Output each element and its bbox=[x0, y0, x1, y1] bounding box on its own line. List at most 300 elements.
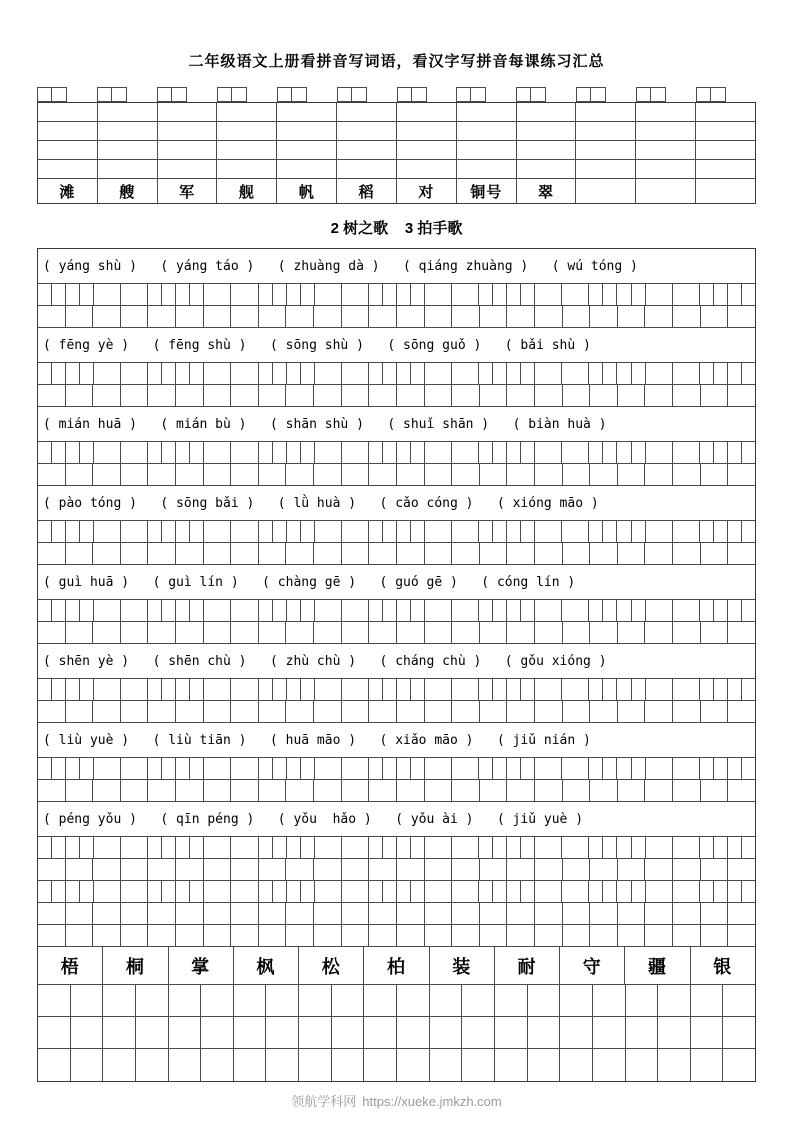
grid-cell bbox=[286, 903, 314, 924]
grid-cell bbox=[673, 701, 701, 722]
grid-cell bbox=[94, 679, 121, 700]
grid-cell bbox=[562, 758, 589, 779]
grid-cell bbox=[52, 837, 66, 858]
grid-cell bbox=[190, 837, 204, 858]
grid-cell bbox=[457, 160, 517, 178]
grid-cell bbox=[176, 543, 204, 564]
grid-cell bbox=[411, 679, 425, 700]
grid-cell bbox=[425, 758, 452, 779]
pinyin-writing-row bbox=[38, 363, 755, 385]
grid-cell bbox=[93, 622, 121, 643]
grid-cell bbox=[217, 122, 277, 140]
grid-cell bbox=[517, 103, 577, 121]
grid-cell bbox=[618, 925, 646, 946]
hanzi-cell: 翠 bbox=[517, 179, 577, 203]
grid-cell bbox=[314, 701, 342, 722]
grid-cell bbox=[742, 758, 755, 779]
grid-cell bbox=[273, 758, 287, 779]
grid-cell bbox=[287, 521, 301, 542]
pinyin-prompt-row: ( pào tóng ) ( sōng bǎi ) ( lǜ huà ) ( cǎo cóng ) ( xióng māo ) bbox=[38, 486, 755, 521]
grid-cell bbox=[176, 881, 190, 902]
grid-cell bbox=[286, 543, 314, 564]
grid-cell bbox=[507, 701, 535, 722]
hanzi-cell: 军 bbox=[158, 179, 218, 203]
pinyin-box-pair bbox=[157, 87, 217, 102]
grid-cell bbox=[314, 859, 342, 880]
grid-cell bbox=[342, 521, 369, 542]
grid-cell bbox=[397, 306, 425, 327]
grid-cell bbox=[148, 903, 176, 924]
grid-cell bbox=[728, 701, 755, 722]
grid-cell bbox=[234, 1049, 267, 1081]
grid-cell bbox=[287, 363, 301, 384]
grid-cell bbox=[204, 837, 231, 858]
grid-cell bbox=[259, 385, 287, 406]
grid-cell bbox=[176, 925, 204, 946]
hanzi-cell: 装 bbox=[430, 947, 495, 984]
grid-cell bbox=[626, 1017, 659, 1048]
grid-cell bbox=[369, 306, 397, 327]
grid-cell bbox=[563, 543, 591, 564]
grid-cell bbox=[121, 464, 149, 485]
grid-cell bbox=[479, 881, 493, 902]
grid-cell bbox=[700, 442, 714, 463]
grid-cell bbox=[636, 122, 696, 140]
pinyin-prompt-row: ( shēn yè ) ( shēn chù ) ( zhù chù ) ( cháng chù ) ( gǒu xióng ) bbox=[38, 644, 755, 679]
grid-cell bbox=[273, 881, 287, 902]
pinyin-box-pair bbox=[576, 87, 636, 102]
grid-cell bbox=[38, 881, 52, 902]
grid-cell bbox=[723, 1017, 755, 1048]
pinyin-box-pair bbox=[636, 87, 696, 102]
grid-cell bbox=[314, 903, 342, 924]
grid-cell bbox=[286, 780, 314, 801]
grid-cell bbox=[430, 985, 463, 1016]
grid-cell bbox=[136, 1049, 169, 1081]
grid-cell bbox=[121, 306, 149, 327]
grid-cell bbox=[425, 837, 452, 858]
grid-cell bbox=[259, 837, 273, 858]
grid-cell bbox=[121, 859, 149, 880]
grid-cell bbox=[457, 141, 517, 159]
pinyin-boxes-partial-row bbox=[37, 87, 756, 102]
grid-cell bbox=[626, 1049, 659, 1081]
grid-cell bbox=[176, 758, 190, 779]
character-writing-row bbox=[38, 543, 755, 565]
grid-cell bbox=[618, 780, 646, 801]
grid-cell bbox=[563, 464, 591, 485]
grid-cell bbox=[231, 679, 258, 700]
grid-cell bbox=[517, 141, 577, 159]
grid-cell bbox=[452, 701, 480, 722]
grid-cell bbox=[169, 1017, 202, 1048]
grid-cell bbox=[728, 679, 742, 700]
grid-cell bbox=[204, 758, 231, 779]
grid-cell bbox=[723, 985, 755, 1016]
grid-cell bbox=[38, 385, 66, 406]
grid-cell bbox=[493, 284, 507, 305]
grid-cell bbox=[411, 442, 425, 463]
grid-cell bbox=[632, 837, 646, 858]
grid-cell bbox=[176, 600, 190, 621]
grid-cell bbox=[52, 284, 66, 305]
pinyin-writing-row bbox=[38, 442, 755, 464]
grid-cell bbox=[299, 1049, 332, 1081]
grid-cell bbox=[742, 442, 755, 463]
grid-cell bbox=[162, 600, 176, 621]
grid-cell bbox=[71, 1017, 104, 1048]
character-writing-row bbox=[38, 622, 755, 644]
grid-cell bbox=[397, 679, 411, 700]
grid-cell bbox=[259, 442, 273, 463]
grid-cell bbox=[632, 881, 646, 902]
pinyin-writing-row bbox=[38, 679, 755, 701]
grid-cell bbox=[397, 521, 411, 542]
grid-cell bbox=[158, 160, 218, 178]
grid-cell bbox=[287, 284, 301, 305]
grid-cell bbox=[535, 780, 563, 801]
grid-cell bbox=[369, 701, 397, 722]
grid-cell bbox=[369, 600, 383, 621]
grid-cell bbox=[590, 903, 618, 924]
grid-cell bbox=[507, 903, 535, 924]
grid-cell bbox=[201, 1017, 234, 1048]
footer bbox=[37, 1091, 756, 1110]
grid-cell bbox=[148, 385, 176, 406]
grid-cell bbox=[93, 780, 121, 801]
grid-cell bbox=[162, 679, 176, 700]
grid-cell bbox=[691, 1049, 724, 1081]
grid-cell bbox=[364, 1017, 397, 1048]
grid-cell bbox=[397, 141, 457, 159]
grid-cell bbox=[314, 385, 342, 406]
grid-cell bbox=[259, 543, 287, 564]
grid-cell bbox=[98, 103, 158, 121]
pinyin-answer-row bbox=[38, 1049, 755, 1081]
grid-cell bbox=[646, 442, 673, 463]
grid-cell bbox=[589, 600, 603, 621]
grid-cell bbox=[148, 701, 176, 722]
grid-cell bbox=[231, 306, 259, 327]
grid-cell bbox=[273, 363, 287, 384]
grid-cell bbox=[397, 701, 425, 722]
grid-cell bbox=[383, 363, 397, 384]
grid-cell bbox=[646, 837, 673, 858]
hanzi-row-tree-song bbox=[38, 947, 755, 985]
grid-cell bbox=[176, 837, 190, 858]
grid-cell bbox=[632, 363, 646, 384]
grid-cell bbox=[618, 306, 646, 327]
top-grid-table bbox=[37, 102, 756, 204]
grid-cell bbox=[397, 859, 425, 880]
grid-cell bbox=[397, 284, 411, 305]
grid-cell bbox=[535, 521, 562, 542]
grid-cell bbox=[136, 985, 169, 1016]
grid-cell bbox=[618, 464, 646, 485]
grid-cell bbox=[342, 758, 369, 779]
grid-cell bbox=[299, 985, 332, 1016]
grid-cell bbox=[383, 679, 397, 700]
grid-cell bbox=[673, 543, 701, 564]
grid-cell bbox=[287, 881, 301, 902]
grid-cell bbox=[425, 385, 453, 406]
grid-cell bbox=[38, 701, 66, 722]
grid-cell bbox=[700, 600, 714, 621]
grid-cell bbox=[301, 837, 315, 858]
grid-cell bbox=[190, 881, 204, 902]
grid-cell bbox=[728, 859, 755, 880]
grid-cell bbox=[397, 363, 411, 384]
grid-cell bbox=[589, 363, 603, 384]
grid-cell bbox=[590, 859, 618, 880]
grid-cell bbox=[521, 837, 535, 858]
grid-cell bbox=[493, 600, 507, 621]
grid-cell bbox=[162, 363, 176, 384]
pinyin-box-pair bbox=[337, 87, 397, 102]
grid-cell bbox=[176, 306, 204, 327]
grid-cell bbox=[507, 543, 535, 564]
grid-cell bbox=[696, 160, 755, 178]
grid-cell bbox=[452, 881, 479, 902]
grid-cell bbox=[80, 284, 94, 305]
grid-cell bbox=[480, 780, 508, 801]
grid-cell bbox=[507, 442, 521, 463]
pinyin-writing-row bbox=[38, 758, 755, 780]
grid-cell bbox=[618, 701, 646, 722]
grid-cell bbox=[714, 758, 728, 779]
grid-cell bbox=[646, 600, 673, 621]
grid-cell bbox=[231, 284, 258, 305]
grid-cell bbox=[701, 306, 729, 327]
pinyin-prompt-row: ( liù yuè ) ( liù tiān ) ( huā māo ) ( xiǎo māo ) ( jiǔ nián ) bbox=[38, 723, 755, 758]
grid-cell bbox=[148, 881, 162, 902]
grid-cell bbox=[673, 442, 700, 463]
grid-cell bbox=[201, 985, 234, 1016]
grid-cell bbox=[673, 306, 701, 327]
grid-cell bbox=[636, 141, 696, 159]
grid-cell bbox=[136, 1017, 169, 1048]
grid-cell bbox=[701, 622, 729, 643]
grid-cell bbox=[176, 464, 204, 485]
grid-cell bbox=[632, 679, 646, 700]
pinyin-prompt-row: ( fēng yè ) ( fēng shù ) ( sōng shù ) ( sōng guǒ ) ( bǎi shù ) bbox=[38, 328, 755, 363]
grid-cell bbox=[383, 881, 397, 902]
grid-cell bbox=[632, 521, 646, 542]
grid-cell bbox=[658, 1017, 691, 1048]
pinyin-answer-row bbox=[38, 985, 755, 1017]
grid-cell bbox=[673, 363, 700, 384]
grid-cell bbox=[342, 284, 369, 305]
grid-cell bbox=[742, 284, 755, 305]
grid-cell bbox=[286, 385, 314, 406]
grid-cell bbox=[645, 925, 673, 946]
grid-cell bbox=[342, 837, 369, 858]
grid-cell bbox=[673, 758, 700, 779]
grid-cell bbox=[535, 600, 562, 621]
grid-cell bbox=[201, 1049, 234, 1081]
grid-cell bbox=[38, 521, 52, 542]
grid-cell bbox=[452, 758, 479, 779]
grid-cell bbox=[176, 622, 204, 643]
grid-cell bbox=[217, 160, 277, 178]
grid-cell bbox=[287, 837, 301, 858]
grid-cell bbox=[425, 363, 452, 384]
grid-cell bbox=[714, 679, 728, 700]
grid-cell bbox=[98, 160, 158, 178]
hanzi-cell bbox=[696, 179, 755, 203]
hanzi-cell: 松 bbox=[299, 947, 364, 984]
grid-cell bbox=[562, 600, 589, 621]
hanzi-cell: 桐 bbox=[103, 947, 168, 984]
grid-cell bbox=[369, 385, 397, 406]
grid-cell bbox=[701, 925, 729, 946]
grid-cell bbox=[121, 679, 148, 700]
grid-cell bbox=[493, 521, 507, 542]
grid-cell bbox=[204, 881, 231, 902]
grid-cell bbox=[493, 758, 507, 779]
grid-cell bbox=[364, 1049, 397, 1081]
grid-cell bbox=[452, 521, 479, 542]
grid-cell bbox=[315, 521, 342, 542]
hanzi-cell: 疆 bbox=[625, 947, 690, 984]
grid-cell bbox=[507, 464, 535, 485]
grid-cell bbox=[148, 859, 176, 880]
hanzi-cell: 柏 bbox=[364, 947, 429, 984]
grid-cell bbox=[618, 859, 646, 880]
grid-cell bbox=[162, 758, 176, 779]
grid-cell bbox=[646, 521, 673, 542]
grid-cell bbox=[507, 925, 535, 946]
hanzi-cell: 帆 bbox=[277, 179, 337, 203]
grid-cell bbox=[342, 780, 370, 801]
grid-cell bbox=[480, 859, 508, 880]
grid-cell bbox=[535, 859, 563, 880]
hanzi-cell: 滩 bbox=[38, 179, 98, 203]
grid-cell bbox=[66, 521, 80, 542]
grid-cell bbox=[507, 363, 521, 384]
grid-cell bbox=[563, 903, 591, 924]
grid-cell bbox=[94, 363, 121, 384]
grid-cell bbox=[190, 521, 204, 542]
footer-url[interactable]: https://xueke.jmkzh.com bbox=[362, 1094, 502, 1109]
pinyin-prompt-row: ( guì huā ) ( guì lín ) ( chàng gē ) ( guó gē ) ( cóng lín ) bbox=[38, 565, 755, 600]
grid-cell bbox=[563, 385, 591, 406]
grid-cell bbox=[121, 780, 149, 801]
empty-writing-row bbox=[38, 160, 755, 179]
grid-cell bbox=[673, 600, 700, 621]
grid-cell bbox=[603, 837, 617, 858]
grid-cell bbox=[121, 925, 149, 946]
grid-cell bbox=[714, 600, 728, 621]
grid-cell bbox=[342, 881, 369, 902]
pinyin-prompt-row: ( péng yǒu ) ( qīn péng ) ( yǒu hǎo ) ( yǒu ài ) ( jiǔ yuè ) bbox=[38, 802, 755, 837]
grid-cell bbox=[479, 363, 493, 384]
pinyin-box-pair bbox=[516, 87, 576, 102]
grid-cell bbox=[701, 464, 729, 485]
grid-cell bbox=[66, 385, 94, 406]
grid-cell bbox=[452, 600, 479, 621]
grid-cell bbox=[80, 521, 94, 542]
grid-cell bbox=[742, 881, 755, 902]
grid-cell bbox=[452, 306, 480, 327]
grid-cell bbox=[38, 284, 52, 305]
grid-cell bbox=[397, 122, 457, 140]
grid-cell bbox=[94, 284, 121, 305]
grid-cell bbox=[645, 306, 673, 327]
grid-cell bbox=[342, 385, 370, 406]
grid-cell bbox=[162, 442, 176, 463]
grid-cell bbox=[98, 122, 158, 140]
grid-cell bbox=[397, 600, 411, 621]
grid-cell bbox=[287, 442, 301, 463]
grid-cell bbox=[121, 701, 149, 722]
grid-cell bbox=[645, 780, 673, 801]
grid-cell bbox=[231, 543, 259, 564]
grid-cell bbox=[231, 881, 258, 902]
grid-cell bbox=[121, 363, 148, 384]
grid-cell bbox=[190, 363, 204, 384]
grid-cell bbox=[562, 521, 589, 542]
grid-cell bbox=[121, 837, 148, 858]
grid-cell bbox=[162, 284, 176, 305]
grid-cell bbox=[658, 985, 691, 1016]
grid-cell bbox=[52, 521, 66, 542]
grid-cell bbox=[38, 1049, 71, 1081]
grid-cell bbox=[217, 103, 277, 121]
footer-site-name: 领航学科网 bbox=[291, 1094, 357, 1109]
grid-cell bbox=[452, 385, 480, 406]
grid-cell bbox=[673, 521, 700, 542]
grid-cell bbox=[231, 758, 258, 779]
grid-cell bbox=[315, 679, 342, 700]
grid-cell bbox=[673, 903, 701, 924]
hanzi-cell bbox=[576, 179, 636, 203]
grid-cell bbox=[528, 1049, 561, 1081]
grid-cell bbox=[80, 679, 94, 700]
grid-cell bbox=[176, 284, 190, 305]
grid-cell bbox=[66, 925, 94, 946]
grid-cell bbox=[562, 442, 589, 463]
grid-cell bbox=[38, 464, 66, 485]
grid-cell bbox=[369, 363, 383, 384]
grid-cell bbox=[728, 521, 742, 542]
grid-cell bbox=[369, 925, 397, 946]
grid-cell bbox=[673, 464, 701, 485]
grid-cell bbox=[259, 464, 287, 485]
grid-cell bbox=[589, 679, 603, 700]
grid-cell bbox=[411, 284, 425, 305]
hanzi-cell: 梧 bbox=[38, 947, 103, 984]
grid-cell bbox=[342, 363, 369, 384]
grid-cell bbox=[462, 1017, 495, 1048]
grid-cell bbox=[700, 679, 714, 700]
grid-cell bbox=[603, 758, 617, 779]
grid-cell bbox=[369, 837, 383, 858]
main-grid-table bbox=[37, 248, 756, 1082]
grid-cell bbox=[259, 284, 273, 305]
grid-cell bbox=[425, 903, 453, 924]
grid-cell bbox=[158, 103, 218, 121]
grid-cell bbox=[480, 903, 508, 924]
grid-cell bbox=[728, 881, 742, 902]
pinyin-box-pair bbox=[277, 87, 337, 102]
grid-cell bbox=[636, 103, 696, 121]
grid-cell bbox=[576, 103, 636, 121]
grid-cell bbox=[98, 141, 158, 159]
grid-cell bbox=[714, 442, 728, 463]
grid-cell bbox=[563, 925, 591, 946]
grid-cell bbox=[617, 284, 631, 305]
